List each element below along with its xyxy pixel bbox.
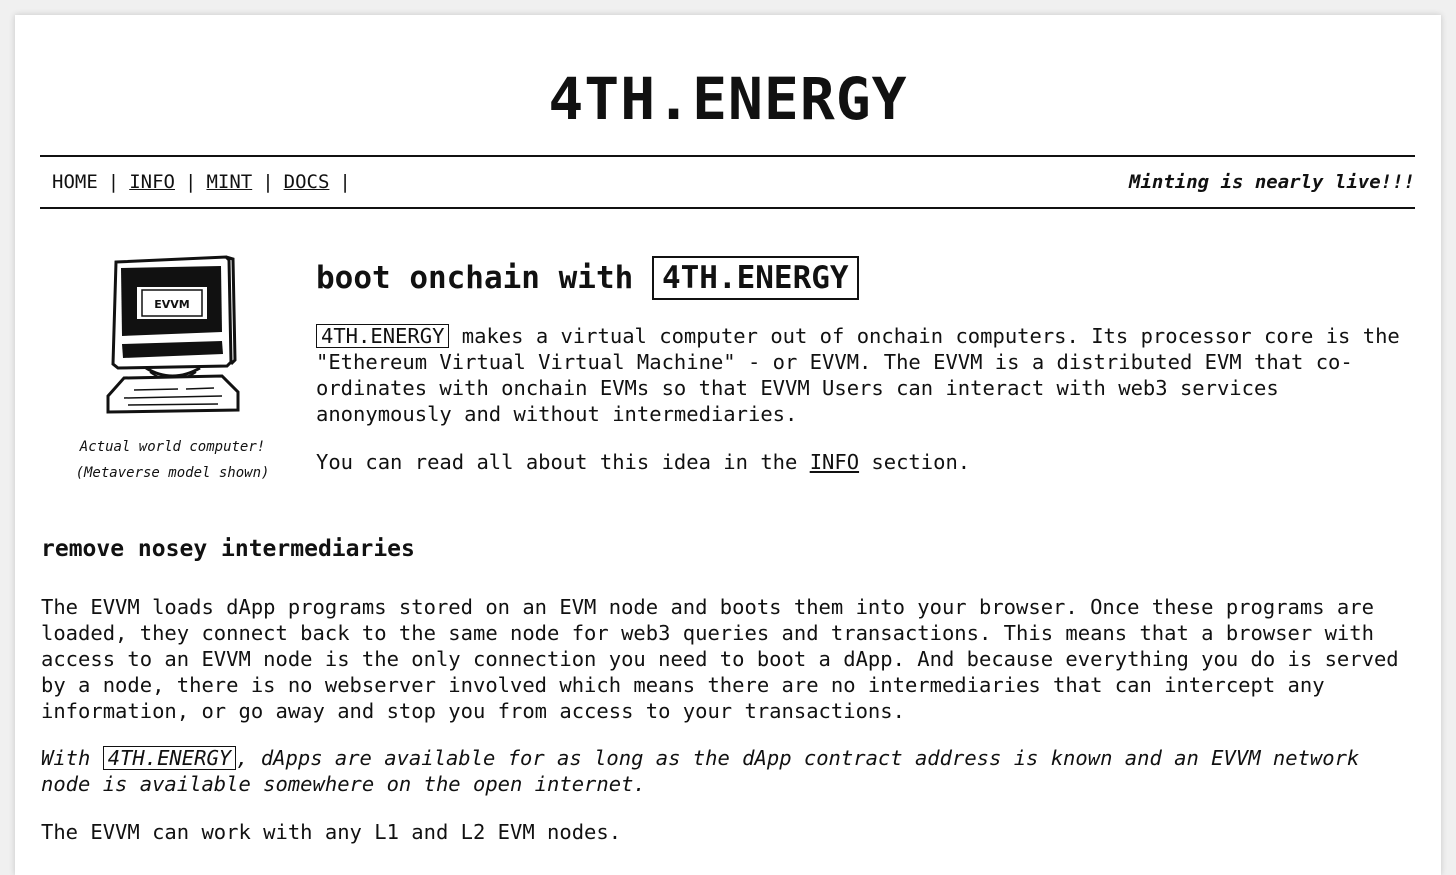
intermediaries-section [41, 532, 1416, 845]
nav-mint-link[interactable]: MINT [206, 171, 253, 193]
nav-separator: | [184, 171, 197, 193]
hero-info-text-before: You can read all about this idea in the [316, 450, 810, 474]
nav-separator: | [107, 171, 120, 193]
info-section-link[interactable]: INFO [809, 450, 860, 474]
nav-links [52, 170, 361, 194]
hero-intro-paragraph [316, 323, 1411, 427]
section-p2-after: , dApps are available for as long as the dApp contract address is known and an EVVM network node is available somewhere on the open internet. [41, 746, 1360, 796]
hero-section [316, 255, 1416, 475]
brand-badge: 4TH.ENERGY [103, 746, 236, 770]
hero-heading-badge: 4TH.ENERGY [652, 256, 859, 300]
site-title: 4TH.ENERGY [548, 65, 908, 133]
nav-docs-link[interactable]: DOCS [283, 171, 330, 193]
nav-separator: | [339, 171, 351, 193]
computer-figure [65, 250, 280, 486]
hero-heading-text: boot onchain with [316, 260, 634, 296]
nav-bar [40, 155, 1415, 209]
nav-info-link[interactable]: INFO [129, 171, 175, 193]
section-paragraph-3: The EVVM can work with any L1 and L2 EVM nodes. [41, 820, 622, 844]
hero-info-text-after: section. [859, 450, 971, 474]
section-heading: remove nosey intermediaries [41, 536, 415, 562]
caption-line-1: Actual world computer! [79, 439, 266, 455]
hero-heading [316, 255, 1416, 301]
minting-announcement: Minting is nearly live!!! [1129, 171, 1415, 193]
nav-home-link[interactable]: HOME [52, 171, 98, 193]
brand-badge: 4TH.ENERGY [316, 324, 449, 348]
section-p2-before: With [41, 746, 103, 770]
screen-label: EVVM [153, 298, 190, 311]
page-container [15, 15, 1441, 875]
hero-info-paragraph [316, 449, 1416, 475]
section-paragraph-1: The EVVM loads dApp programs stored on an EVM node and boots them into your browser. Once these programs are loaded, they connect back to the same node for web3 queries and transactions. This means that a browser with access to an EVVM node is the only connection you need to boot a dApp. And because everything you do is served by a node, there is no webserver involved which means there are no intermediaries that can intercept any information, or go away and stop you from access to your transactions. [41, 595, 1399, 723]
section-paragraph-2 [41, 745, 1416, 797]
retro-computer-icon [98, 250, 248, 422]
figure-caption [65, 434, 280, 486]
nav-separator: | [262, 171, 274, 193]
hero-intro-text: makes a virtual computer out of onchain computers. Its processor core is the "Ethereum Virtual Virtual Machine" - or EVVM. The EVVM is a distributed EVM that co-ordinates with onchain EVMs so that EVVM Users can interact with web3 services anonymously and without intermediaries. [316, 324, 1400, 426]
caption-line-2: (Metaverse model shown) [75, 465, 270, 481]
